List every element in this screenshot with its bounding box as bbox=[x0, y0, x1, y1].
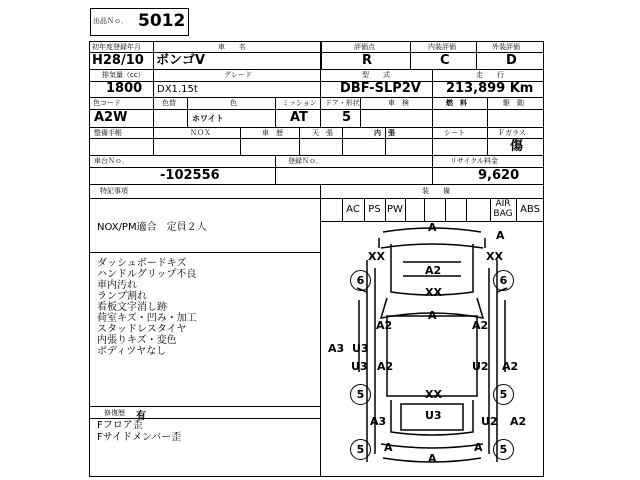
mark-five-left1: 5 bbox=[350, 384, 371, 405]
label-transmission: ミッション bbox=[282, 99, 317, 107]
notes-item: 車内汚れ bbox=[97, 280, 137, 291]
label-model: 型 式 bbox=[362, 71, 390, 79]
value-transmission: AT bbox=[290, 110, 308, 125]
mark-six-left: 6 bbox=[350, 270, 371, 291]
mark-a3-rear: A3 bbox=[370, 415, 387, 428]
value-color-code: A2W bbox=[94, 110, 128, 125]
lot-number: 5012 bbox=[138, 11, 186, 31]
label-manual: 整備手帳 bbox=[94, 129, 122, 137]
value-interior: C bbox=[440, 53, 450, 68]
label-exterior: 外装評価 bbox=[492, 43, 520, 51]
label-fuel: 燃 料 bbox=[446, 99, 467, 107]
value-car-name: ボンゴV bbox=[156, 53, 206, 68]
label-nox: ＮＯＸ bbox=[190, 129, 211, 137]
mark-six-right: 6 bbox=[493, 270, 514, 291]
label-notes: 特記事項 bbox=[100, 187, 128, 195]
label-color-replace: 色替 bbox=[162, 99, 176, 107]
mark-a2-right: A2 bbox=[472, 319, 489, 332]
notes-list bbox=[97, 258, 197, 357]
mark-a2-hood: A2 bbox=[425, 264, 442, 277]
notes-item: 荷室キズ・凹み・加工 bbox=[97, 313, 197, 324]
mark-five-left2: 5 bbox=[350, 439, 371, 460]
value-glass: 傷 bbox=[510, 139, 524, 154]
label-interior: 内装評価 bbox=[428, 43, 456, 51]
value-exterior: D bbox=[506, 53, 517, 68]
label-equipment: 装 備 bbox=[422, 187, 450, 195]
label-score: 評価点 bbox=[354, 43, 375, 51]
mark-five-right1: 5 bbox=[493, 384, 514, 405]
value-grade: DX1.15t bbox=[157, 84, 198, 95]
label-doors: ドア・形状 bbox=[325, 99, 360, 107]
notes-item: スタッドレスタイヤ bbox=[97, 324, 187, 335]
label-sunroof: 天 張 bbox=[312, 129, 333, 137]
label-inspection: 車 検 bbox=[388, 99, 409, 107]
label-history: 車 歴 bbox=[262, 129, 283, 137]
mark-u3-rear: U3 bbox=[425, 409, 442, 422]
mark-five-right2: 5 bbox=[493, 439, 514, 460]
value-chassis: -102556 bbox=[160, 168, 220, 183]
mark-u2-right: U2 bbox=[472, 360, 489, 373]
value-displacement: 1800 bbox=[106, 81, 143, 96]
mark-a-bottom-right: A bbox=[474, 441, 483, 454]
mark-a2-left: A2 bbox=[376, 319, 393, 332]
label-registration: 登録Ｎｏ． bbox=[288, 157, 323, 165]
label-year: 初年度登録年月 bbox=[92, 43, 141, 51]
label-repair: 修復歴 bbox=[104, 409, 125, 417]
notes-item: ランプ割れ bbox=[97, 291, 147, 302]
value-score: R bbox=[362, 53, 373, 68]
notes-item: 看板文字消し跡 bbox=[97, 302, 167, 313]
equipment-ps: PS bbox=[368, 204, 381, 215]
value-model: DBF-SLP2V bbox=[340, 81, 421, 96]
mark-a-top-right: A bbox=[496, 229, 505, 242]
label-car-name: 車 名 bbox=[218, 43, 246, 51]
mark-a3-left: A3 bbox=[328, 342, 345, 355]
notes-line1: NOX/PM適合 定員２人 bbox=[97, 222, 207, 233]
mark-a-bottom: A bbox=[428, 452, 437, 465]
equipment-airbag: AIR BAG bbox=[493, 199, 513, 219]
value-doors: 5 bbox=[342, 110, 352, 125]
mark-a2-far-right: A2 bbox=[502, 360, 519, 373]
mark-xx-hood: XX bbox=[425, 286, 442, 299]
mark-u2-rear: U2 bbox=[481, 415, 498, 428]
value-repair: 有 bbox=[136, 411, 146, 422]
notes-item: ダッシュボードキズ bbox=[97, 258, 187, 269]
label-interior-trim: 内 張 bbox=[374, 129, 395, 137]
equipment-ac: AC bbox=[346, 204, 360, 215]
value-year: H28/10 bbox=[92, 53, 144, 68]
mark-xx-rear: XX bbox=[425, 388, 442, 401]
mark-xx-right: XX bbox=[486, 250, 503, 263]
label-recycle: リサイクル料金 bbox=[450, 157, 499, 165]
mark-a-bottom-left: A bbox=[384, 441, 393, 454]
label-chassis: 車台Ｎｏ． bbox=[94, 157, 129, 165]
mark-u3-left1: U3 bbox=[352, 342, 369, 355]
mark-a2-mid: A2 bbox=[377, 360, 394, 373]
repair-item: Fサイドメンバー歪 bbox=[97, 432, 182, 443]
notes-item: 内張りキズ・変色 bbox=[97, 335, 177, 346]
mark-u3-left2: U3 bbox=[351, 360, 368, 373]
label-drive: 駆 動 bbox=[503, 99, 524, 107]
notes-item: ボディツヤなし bbox=[97, 346, 167, 357]
label-mileage: 走 行 bbox=[476, 71, 504, 79]
mark-a-roof: A bbox=[428, 309, 437, 322]
label-color: 色 bbox=[230, 99, 237, 107]
label-color-code: 色コード bbox=[93, 99, 121, 107]
value-mileage: 213,899 Km bbox=[446, 81, 534, 96]
mark-xx-left: XX bbox=[368, 250, 385, 263]
lot-number-label: 出品Ｎｏ． bbox=[93, 17, 128, 25]
mark-a2-rear: A2 bbox=[510, 415, 527, 428]
notes-item: ハンドルグリップ不良 bbox=[97, 269, 197, 280]
label-displacement: 排気量（cc） bbox=[102, 71, 145, 79]
value-color: ホワイト bbox=[192, 114, 224, 123]
repair-item: Fフロア歪 bbox=[97, 420, 143, 431]
label-seat: シート bbox=[444, 129, 465, 137]
equipment-abs: ABS bbox=[520, 204, 540, 215]
label-grade: グレード bbox=[224, 71, 252, 79]
value-recycle: 9,620 bbox=[478, 168, 520, 183]
equipment-pw: PW bbox=[387, 204, 403, 215]
mark-a-top: A bbox=[428, 221, 437, 234]
label-glass: Ｆガラス bbox=[498, 129, 526, 137]
